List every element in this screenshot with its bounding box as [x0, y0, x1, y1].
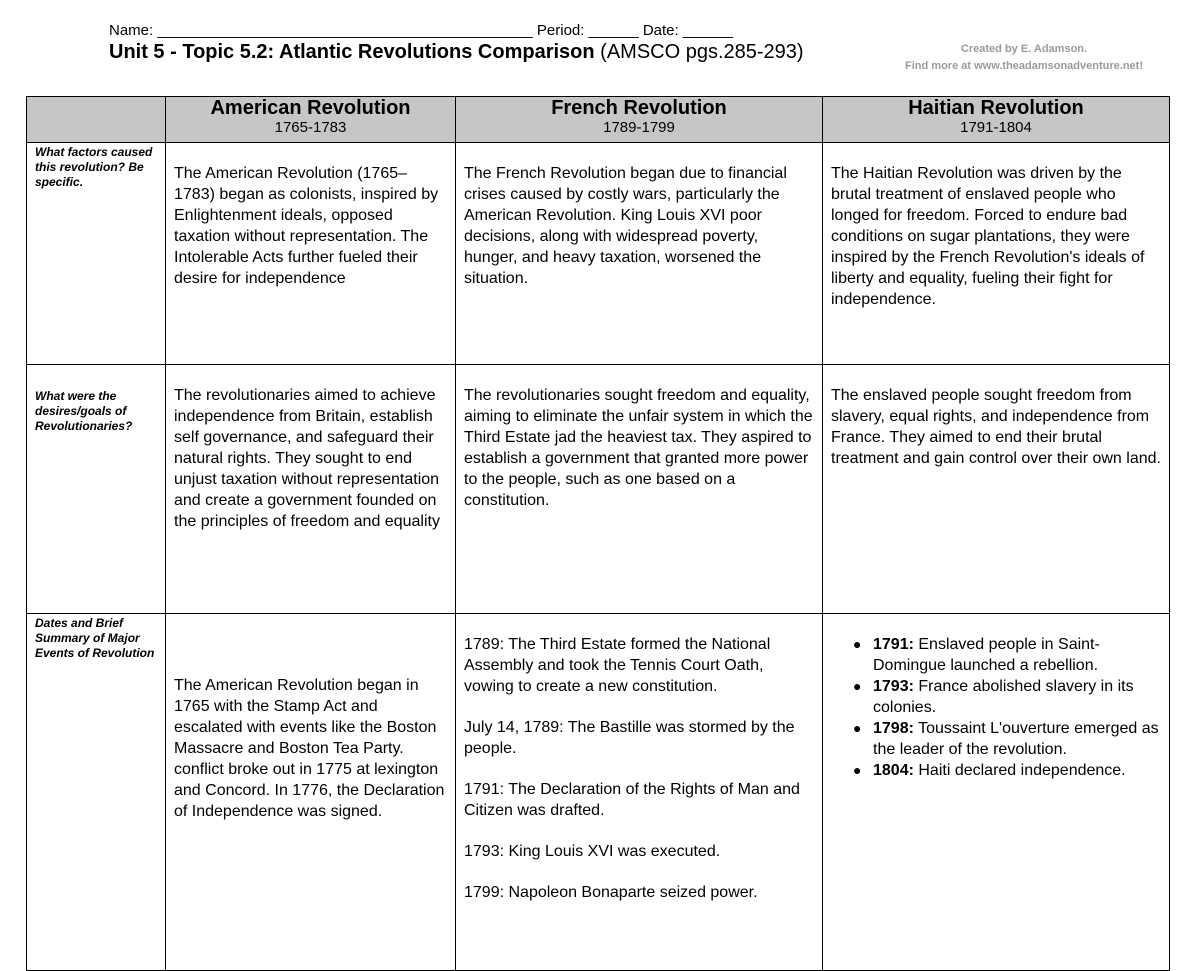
event-year: 1791: [873, 636, 914, 653]
event-text: Haiti declared independence. [913, 762, 1126, 779]
credit-website: Find more at www.theadamsonadventure.net! [905, 60, 1143, 72]
column-title: Haitian Revolution [908, 97, 1084, 119]
event-entry: 1799: Napoleon Bonaparte seized power. [464, 884, 758, 901]
event-entry: 1791: The Declaration of the Rights of Man and Citizen was drafted. [464, 781, 800, 819]
worksheet-title [109, 41, 804, 64]
answer-cell-haitian[interactable]: The Haitian Revolution was driven by the brutal treatment of enslaved people who longed for freedom. Forced to endure bad conditions on sugar plantations, they were inspired by the French Revolution's ideals of liberty and equality, fueling their fight for independence. [823, 143, 1170, 365]
bullet-icon: ● [853, 762, 862, 778]
list-item [853, 676, 1161, 718]
comparison-table [26, 96, 1170, 971]
bullet-icon: ● [853, 636, 862, 652]
answer-cell-french[interactable]: The French Revolution began due to financial crises caused by costly wars, particularly the American Revolution. King Louis XVI poor decisions, along with widespread poverty, hunger, and heavy taxation, worsened the situation. [456, 143, 823, 365]
event-year: 1804: [873, 762, 914, 779]
list-item [853, 634, 1161, 676]
table-header-row [27, 97, 1170, 143]
column-years: 1789-1799 [603, 119, 675, 136]
header-haitian [823, 97, 1170, 143]
table-row-events [27, 614, 1170, 971]
event-text: Toussaint L'ouverture emerged as the leader of the revolution. [873, 720, 1159, 758]
list-item [853, 760, 1161, 781]
event-entry: 1793: King Louis XVI was executed. [464, 843, 721, 860]
answer-cell-american[interactable]: The revolutionaries aimed to achieve independence from Britain, establish self governance, and safeguard their natural rights. They sought to end unjust taxation without representation and create a government founded on the principles of freedom and equality [166, 365, 456, 614]
table-row-factors [27, 143, 1170, 365]
credit-author: Created by E. Adamson. [960, 43, 1088, 55]
event-text: France abolished slavery in its colonies. [873, 678, 1134, 716]
header-american [166, 97, 456, 143]
answer-cell-american[interactable]: The American Revolution (1765–1783) began as colonists, inspired by Enlightenment ideals, opposed taxation without representation. The Intolerable Acts further fueled their desire for independence [166, 143, 456, 365]
event-year: 1798: [873, 720, 914, 737]
list-item [853, 718, 1161, 760]
header-french [456, 97, 823, 143]
event-year: 1793: [873, 678, 914, 695]
event-entry: 1789: The Third Estate formed the National Assembly and took the Tennis Court Oath, vowing to create a new constitution. [464, 636, 771, 695]
event-text: Enslaved people in Saint-Domingue launched a rebellion. [873, 636, 1100, 674]
haitian-event-list [831, 634, 1161, 781]
answer-cell-haitian[interactable]: The enslaved people sought freedom from slavery, equal rights, and independence from France. They aimed to end their brutal treatment and gain control over their own land. [823, 365, 1170, 614]
title-main: Unit 5 - Topic 5.2: Atlantic Revolutions Comparison [109, 41, 595, 63]
column-title: American Revolution [210, 97, 411, 119]
bullet-icon: ● [853, 678, 862, 694]
credit-block [874, 41, 1174, 75]
row-question: Dates and Brief Summary of Major Events of Revolution [27, 614, 166, 971]
header-blank-cell [27, 97, 166, 143]
table-row-goals [27, 365, 1170, 614]
column-years: 1765-1783 [274, 119, 347, 136]
title-page-reference: (AMSCO pgs.285-293) [594, 41, 804, 63]
row-question: What were the desires/goals of Revolutionaries? [27, 365, 166, 614]
event-entry: July 14, 1789: The Bastille was stormed by the people. [464, 719, 795, 757]
name-period-date-line: Name: _____________________________________________ Period: ______ Date: ______ [109, 22, 733, 39]
answer-cell-french[interactable] [456, 614, 823, 971]
answer-cell-haitian[interactable] [823, 614, 1170, 971]
column-title: French Revolution [551, 97, 727, 119]
row-question: What factors caused this revolution? Be specific. [27, 143, 166, 365]
answer-cell-american[interactable]: The American Revolution began in 1765 with the Stamp Act and escalated with events like the Boston Massacre and Boston Tea Party. conflict broke out in 1775 at lexington and Concord. In 1776, the Declaration of Independence was signed. [166, 614, 456, 971]
answer-cell-french[interactable]: The revolutionaries sought freedom and equality, aiming to eliminate the unfair system in which the Third Estate jad the heaviest tax. They aspired to establish a government that granted more power to the people, such as one based on a constitution. [456, 365, 823, 614]
column-years: 1791-1804 [960, 119, 1032, 136]
bullet-icon: ● [853, 720, 862, 736]
